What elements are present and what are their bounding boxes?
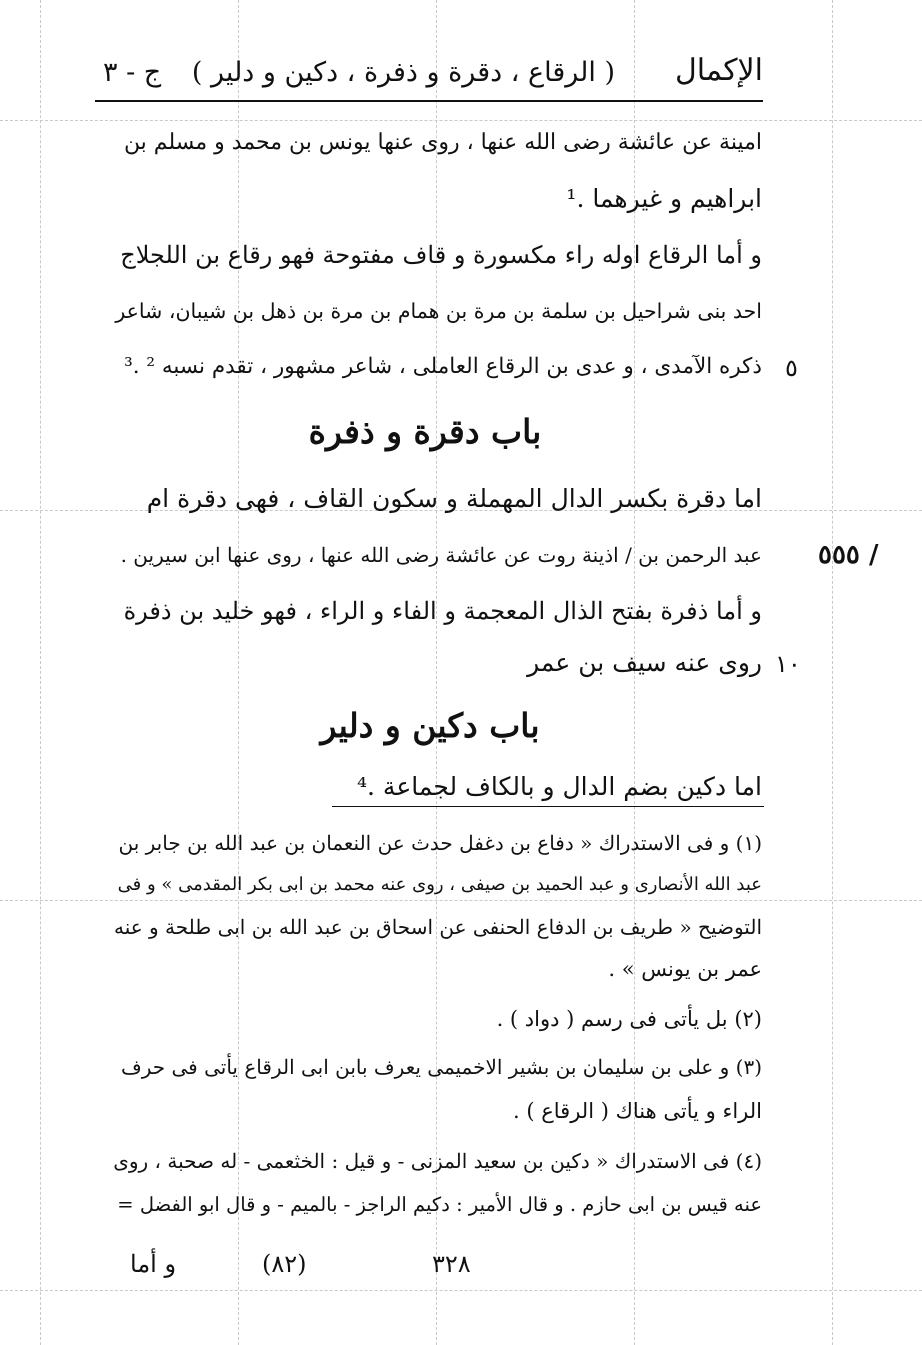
guide-line [0,120,922,121]
line-number: ٥ [785,354,798,382]
line-number: ١٠ [775,650,801,678]
text-line: اما دقرة بكسر الدال المهملة و سكون القاف ، فهى دقرة ام [146,484,762,513]
footnote-line: (١) و فى الاستدراك « دفاع بن دغفل حدث عن النعمان بن عبد الله بن جابر بن [118,831,762,855]
footnote-line: التوضيح « طريف بن الدفاع الحنفى عن اسحاق بن عبد الله بن ابى طلحة و عنه [113,915,762,939]
guide-line [40,0,41,1345]
text-line: و أما الرقاع اوله راء مكسورة و قاف مفتوحة فهو رقاع بن اللجلاج [120,241,762,269]
footnote-line: الراء و يأتى هناك ( الرقاع ) . [513,1099,762,1123]
section-heading: باب دكين و دلير [320,706,540,745]
text-line: اما دكين بضم الدال و بالكاف لجماعة .⁴ [357,772,762,801]
text-line: و أما ذفرة بفتح الذال المعجمة و الفاء و الراء ، فهو خليد بن ذفرة [123,597,762,625]
margin-page-reference: ٥٥٥ / [818,540,879,570]
footnote-line: عمر بن يونس » . [608,957,762,981]
footnote-line: عنه قيس بن ابى حازم . و قال الأمير : دكيم الراجز - بالميم - و قال ابو الفضل = [117,1193,762,1216]
guide-line [0,900,922,901]
footnote-line: (٤) فى الاستدراك « دكين بن سعيد المزنى - و قيل : الخثعمى - له صحبة ، روى [113,1149,762,1173]
volume-number: ج - ٣ [103,57,162,88]
guide-line [832,0,833,1345]
guide-line [0,1290,922,1291]
text-line: روى عنه سيف بن عمر [527,648,762,677]
running-header [95,52,763,98]
text-line: ابراهيم و غيرهما .¹ [566,184,762,213]
header-rule [95,100,763,102]
section-heading: باب دقرة و ذفرة [308,412,542,451]
catchword: و أما [130,1250,177,1278]
print-reference: (٨٢) [262,1250,307,1278]
book-title: الإكمال [674,53,763,88]
footnote-line: عبد الله الأنصارى و عبد الحميد بن صيفى ، روى عنه محمد بن ابى بكر المقدمى » و فى [117,874,762,895]
footnote-rule [332,806,764,807]
text-line: احد بنى شراحيل بن سلمة بن مرة بن همام بن مرة بن ذهل بن شيبان، شاعر [115,299,762,323]
text-line: عبد الرحمن بن / اذينة روت عن عائشة رضى الله عنها ، روى عنها ابن سيرين . [120,543,762,567]
footnote-line: (٣) و على بن سليمان بن بشير الاخميمى يعرف بابن ابى الرقاع يأتى فى حرف [121,1055,762,1079]
chapter-subtitle: ( الرقاع ، دقرة و ذفرة ، دكين و دلير ) [191,57,615,88]
guide-line [436,0,437,1345]
footnote-line: (٢) بل يأتى فى رسم ( دواد ) . [496,1007,762,1031]
page-number: ٣٢٨ [432,1250,471,1278]
text-line: ذكره الآمدى ، و عدى بن الرقاع العاملى ، شاعر مشهور ، تقدم نسبه ² .³ [124,354,762,379]
text-line: امينة عن عائشة رضى الله عنها ، روى عنها يونس بن محمد و مسلم بن [123,130,762,155]
guide-line [238,0,239,1345]
